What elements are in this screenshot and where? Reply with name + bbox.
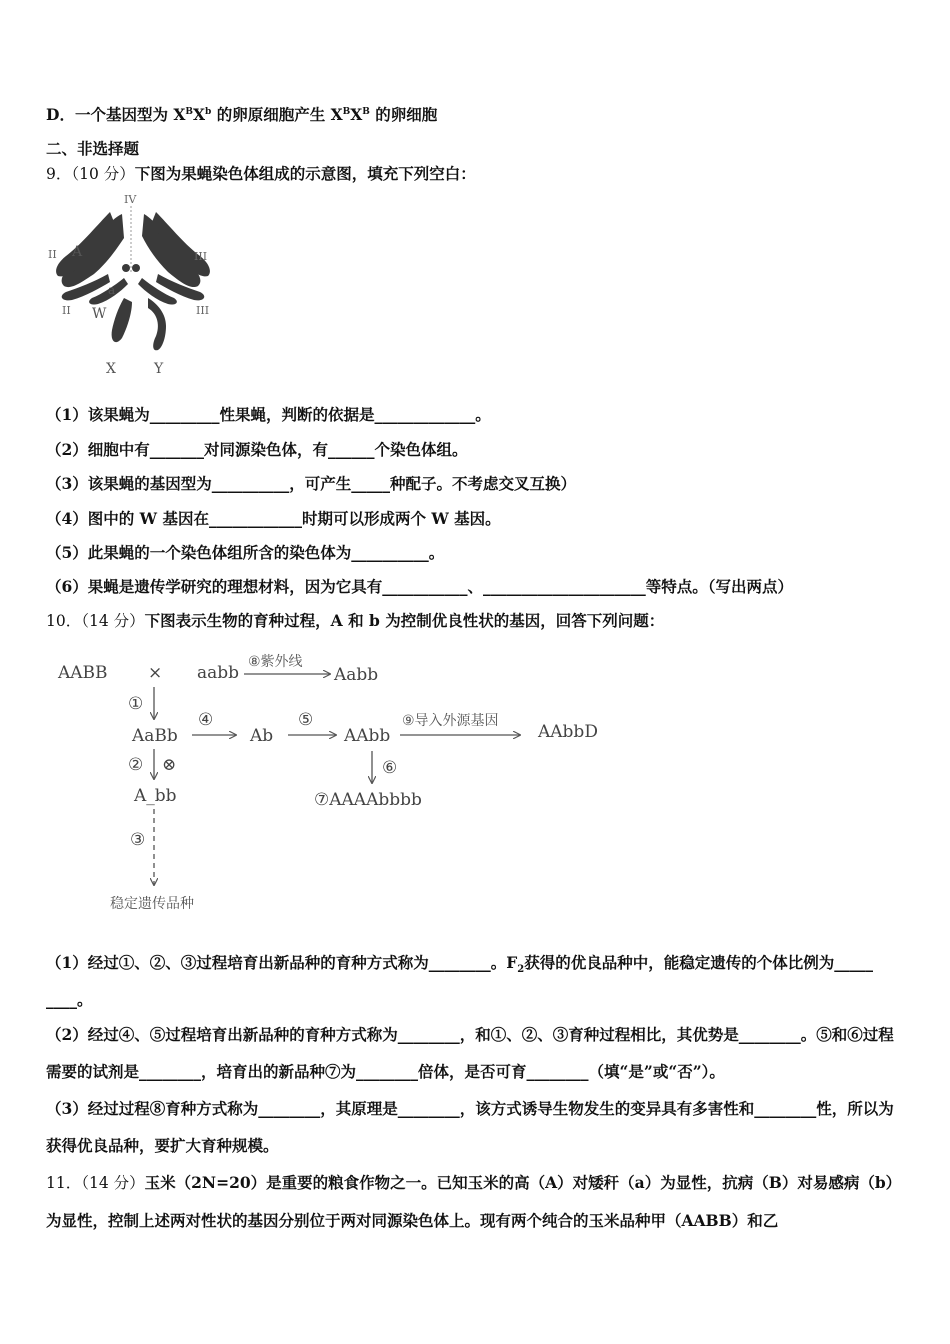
label-iii-lower: III (196, 304, 210, 317)
self-cross-symbol: ⊗ (162, 755, 177, 775)
label-gene-w: W (92, 306, 107, 322)
q10-item-3: （3）经过过程⑧育种方式称为________，其原理是________，该方式诱导生物发生的变异具有多害性和________性，所以为获得优良品种，要扩大育种规模。 (46, 1099, 894, 1155)
q9-item-4: （4）图中的 W 基因在____________时期可以形成两个 W 基因。 (46, 509, 501, 528)
step-9-label: ⑨导入外源基因 (402, 713, 499, 729)
f1-aabb: AaBb (132, 726, 178, 746)
q9-stem: 9．（10 分）下图为果蝇染色体组成的示意图，填充下列空白： (46, 164, 476, 183)
label-iii-right: III (194, 250, 208, 263)
doubled-aabb: AAbb (344, 726, 391, 746)
chromosome-iv-dot-a (122, 264, 130, 272)
step-2-label: ② (128, 755, 144, 775)
step-1-label: ① (128, 694, 144, 714)
result-aabbd: AAbbD (538, 722, 598, 742)
step-6-label: ⑥ (382, 758, 398, 778)
f2-a-bb: A_bb (134, 786, 177, 806)
chromosome-figure (44, 190, 224, 380)
step-8-label: ⑧紫外线 (248, 654, 303, 670)
result-aabb-8: Aabb (334, 665, 379, 685)
q9-item-1: （1）该果蝇为_________性果蝇，判断的依据是_____________。 (46, 405, 491, 424)
step-3-label: ③ (130, 830, 146, 850)
label-iv: IV (124, 193, 137, 206)
q10-item-1: （1）经过①、②、③过程培育出新品种的育种方式称为________。$F_2$获得的优良品种中，能稳定遗传的个体比例为_____ (46, 953, 874, 976)
label-gene-a-upper: A (72, 244, 83, 260)
y-chromosome (148, 298, 166, 350)
label-gene-a-lower: a (108, 283, 116, 297)
x-chromosome (112, 298, 132, 342)
section-heading: 二、非选择题 (46, 139, 140, 158)
cross-symbol: × (148, 663, 163, 683)
parent-aabb-2: aabb (197, 663, 240, 683)
stable-variety: 稳定遗传品种 (110, 896, 194, 912)
q9-item-5: （5）此果蝇的一个染色体组所含的染色体为__________。 (46, 543, 445, 562)
q11-stem: 11．（14 分）玉米（2N=20）是重要的粮食作物之一。已知玉米的高（A）对矮秆（a）为显性，抗病（B）对易感病（b）为显性，控制上述两对性状的基因分别位于两对同源染色体上。现有两个纯合的玉米品种甲（AABB）和乙 (46, 1173, 902, 1230)
label-ii-left: II (48, 248, 57, 261)
q9-item-6: （6）果蝇是遗传学研究的理想材料，因为它具有___________、_____________________等特点。（写出两点） (46, 577, 794, 596)
chromosome-iv-dot-b (132, 264, 140, 272)
parent-aabb-1: AABB (58, 663, 108, 683)
label-y: Y (154, 361, 164, 377)
q9-item-3: （3）该果蝇的基因型为__________，可产生_____种配子。不考虑交叉互换） (46, 474, 577, 493)
q10-item-1-cont: ____。 (46, 990, 93, 1009)
result-7-aaaabbbb: ⑦AAAAbbbb (314, 790, 422, 810)
step-5-label: ⑤ (298, 710, 314, 730)
q10-item-2: （2）经过④、⑤过程培育出新品种的育种方式称为________，和①、②、③育种过程相比，其优势是________。⑤和⑥过程需要的试剂是________，培育出的新品种⑦为________倍体，是否可育________（填“是”或“否”）。 (46, 1025, 894, 1081)
breeding-diagram (50, 645, 630, 925)
q9-item-2: （2）细胞中有_______对同源染色体，有______个染色体组。 (46, 440, 468, 459)
haploid-ab: Ab (250, 726, 274, 746)
q8-option-d: D．一个基因型为 $X^BX^b$ 的卵原细胞产生 $X^BX^B$ 的卵细胞 (46, 105, 438, 124)
label-ii-lower: II (62, 304, 71, 317)
q10-stem: 10．（14 分）下图表示生物的育种过程，A 和 b 为控制优良性状的基因，回答下列问题： (46, 611, 665, 630)
label-x: X (106, 361, 116, 377)
step-4-label: ④ (198, 710, 214, 730)
